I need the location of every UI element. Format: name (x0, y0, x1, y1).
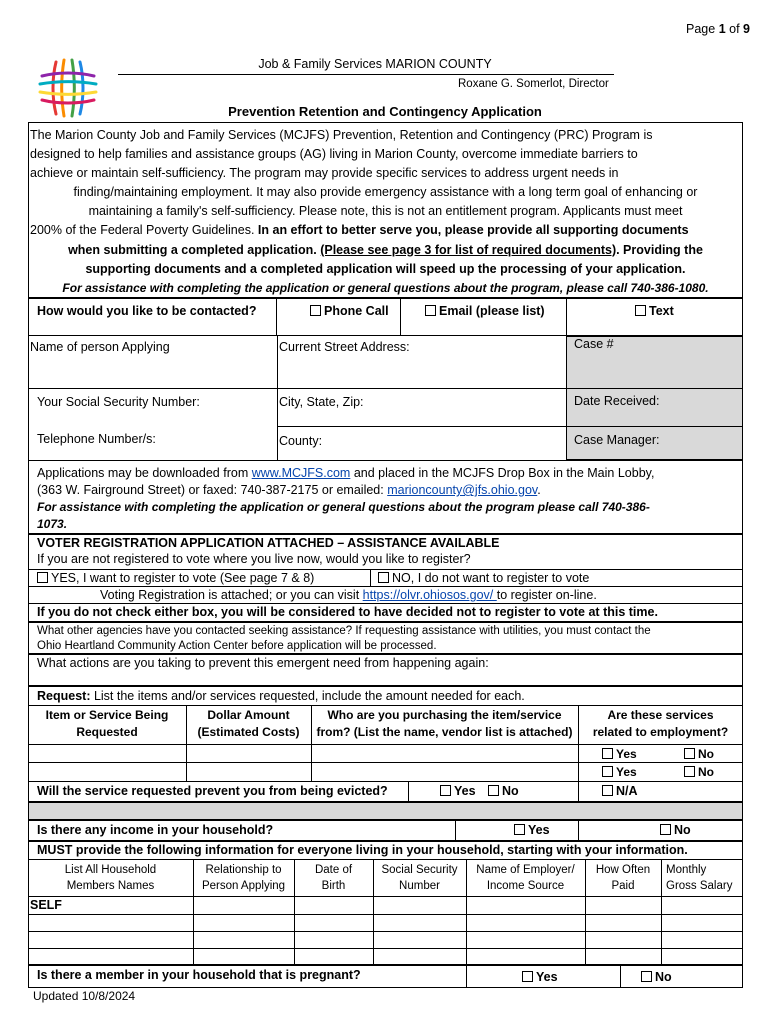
voter-no-option[interactable]: NO, I do not want to register to vote (378, 571, 589, 585)
pregnant-no[interactable]: No (641, 970, 672, 984)
hh-col-salary: Monthly Gross Salary (666, 864, 733, 892)
contact-text-option[interactable]: Text (635, 304, 674, 318)
row1-no-checkbox[interactable] (684, 748, 695, 759)
hh-col-ssn: Social Security Number (381, 864, 458, 892)
intro-text: The Marion County Job and Family Services (MCJFS) Prevention, Retention and Contingency (PRC) Program is designed to help families and assistance groups (AG) living in Marion County, overcome immediate barriers to achieve or maintain self-sufficiency. The program may provide specific services to address urgent needs in finding/maintaining employment. It may also provide emergency assistance with a long term goal of enhancing or maintaining a family's self-sufficiency. Please note, this is not an entitlement program. Applicants must meet 200% of the Federal Poverty Guidelines. In an effort to better serve you, please provide all supporting documents when submitting a completed application. (Please see page 3 for list of required documents). Providing the supporting documents and a completed application will speed up the processing of your application. For assistance with completing the application or general questions about the program, please call 740-386-1080. (30, 128, 709, 295)
text-checkbox[interactable] (635, 305, 646, 316)
page-number: Page 1 of 9 (686, 22, 750, 36)
evicted-no-checkbox[interactable] (488, 785, 499, 796)
telephone-field[interactable]: Telephone Number/s: (37, 432, 156, 446)
ssn-field[interactable]: Your Social Security Number: (37, 395, 200, 409)
evicted-na[interactable]: N/A (602, 784, 638, 798)
section-divider (28, 802, 743, 820)
col-dollar: Dollar Amount (Estimated Costs) (197, 708, 300, 739)
hh-col-dob: Date of Birth (314, 864, 353, 892)
email-link[interactable]: marioncounty@jfs.ohio.gov (387, 483, 538, 497)
household-must-note: MUST provide the following information for everyone living in your household, starting with your information. (37, 843, 688, 857)
contact-question: How would you like to be contacted? (37, 304, 257, 318)
contact-email-option[interactable]: Email (please list) (425, 304, 545, 318)
header-rule (118, 74, 614, 75)
contact-phone-option[interactable]: Phone Call (310, 304, 389, 318)
evicted-no[interactable]: No (488, 784, 519, 798)
pregnant-question: Is there a member in your household that is pregnant? (37, 968, 361, 982)
row2-yes[interactable]: Yes (602, 765, 637, 779)
hh-col-employer: Name of Employer/ Income Source (476, 864, 575, 892)
email-checkbox[interactable] (425, 305, 436, 316)
voter-title: VOTER REGISTRATION APPLICATION ATTACHED – ASSISTANCE AVAILABLE (37, 536, 500, 550)
county-field[interactable]: County: (279, 434, 323, 448)
col-item: Item or Service Being Requested (45, 708, 169, 739)
pregnant-yes-checkbox[interactable] (522, 971, 533, 982)
hh-col-relationship: Relationship to Person Applying (201, 864, 286, 892)
street-address-field[interactable]: Current Street Address: (279, 340, 410, 354)
agencies-question: What other agencies have you contacted seeking assistance? If requesting assistance with utilities, you must contact the Ohio Heartland Community Action Center before application will be processed. (37, 625, 651, 652)
mcjfs-website-link[interactable]: www.MCJFS.com (251, 466, 351, 480)
row1-yes-checkbox[interactable] (602, 748, 613, 759)
case-manager-label: Case Manager: (574, 433, 660, 447)
phone-checkbox[interactable] (310, 305, 321, 316)
city-state-zip-field[interactable]: City, State, Zip: (279, 395, 364, 409)
pregnant-no-checkbox[interactable] (641, 971, 652, 982)
evicted-na-checkbox[interactable] (602, 785, 613, 796)
pregnant-yes[interactable]: Yes (522, 970, 558, 984)
income-yes[interactable]: Yes (514, 823, 550, 837)
row1-no[interactable]: No (684, 747, 714, 761)
hh-col-names: List All Household Members Names (64, 864, 157, 892)
income-no[interactable]: No (660, 823, 691, 837)
form-title: Prevention Retention and Contingency Application (228, 104, 542, 119)
case-number-label: Case # (574, 337, 614, 351)
col-employment: Are these services related to employment? (592, 708, 729, 739)
row2-no-checkbox[interactable] (684, 766, 695, 777)
agency-logo (36, 56, 100, 120)
self-row-label: SELF (30, 898, 62, 912)
voter-yes-option[interactable]: YES, I want to register to vote (See page 7 & 8) (37, 571, 314, 585)
row2-no[interactable]: No (684, 765, 714, 779)
request-instructions: Request: List the items and/or services requested, include the amount needed for each. (37, 689, 525, 703)
row1-yes[interactable]: Yes (602, 747, 637, 761)
income-yes-checkbox[interactable] (514, 824, 525, 835)
voter-question: If you are not registered to vote where you live now, would you like to register? (37, 552, 471, 566)
director-name: Roxane G. Somerlot, Director (458, 78, 609, 90)
ohio-voter-registration-link[interactable]: https://olvr.ohiosos.gov/ (362, 588, 497, 602)
evicted-yes-checkbox[interactable] (440, 785, 451, 796)
row2-yes-checkbox[interactable] (602, 766, 613, 777)
actions-question: What actions are you taking to prevent this emergent need from happening again: (37, 656, 489, 670)
voter-online: Voting Registration is attached; or you can visit https://olvr.ohiosos.gov/ to register on-line. (100, 588, 597, 602)
voter-yes-checkbox[interactable] (37, 572, 48, 583)
income-no-checkbox[interactable] (660, 824, 671, 835)
hh-col-frequency: How Often Paid (595, 864, 651, 892)
download-info: Applications may be downloaded from www.MCJFS.com and placed in the MCJFS Drop Box in the Main Lobby, (363 W. Fairground Street) or faxed: 740-387-2175 or emailed: marioncounty@jfs.ohio.gov. For assistance with completing the application or general questions about the program please call 740-386- 1073. (37, 466, 655, 531)
voter-no-checkbox[interactable] (378, 572, 389, 583)
agency-name: Job & Family Services MARION COUNTY (258, 57, 492, 71)
evicted-question: Will the service requested prevent you from being evicted? (37, 784, 388, 798)
updated-date: Updated 10/8/2024 (33, 989, 136, 1003)
income-question: Is there any income in your household? (37, 823, 274, 837)
voter-warning: If you do not check either box, you will be considered to have decided not to register to vote at this time. (37, 605, 658, 619)
evicted-yes[interactable]: Yes (440, 784, 476, 798)
col-vendor: Who are you purchasing the item/service from? (List the name, vendor list is attached) (316, 708, 573, 739)
date-received-label: Date Received: (574, 394, 660, 408)
applicant-name-field[interactable]: Name of person Applying (30, 340, 170, 354)
